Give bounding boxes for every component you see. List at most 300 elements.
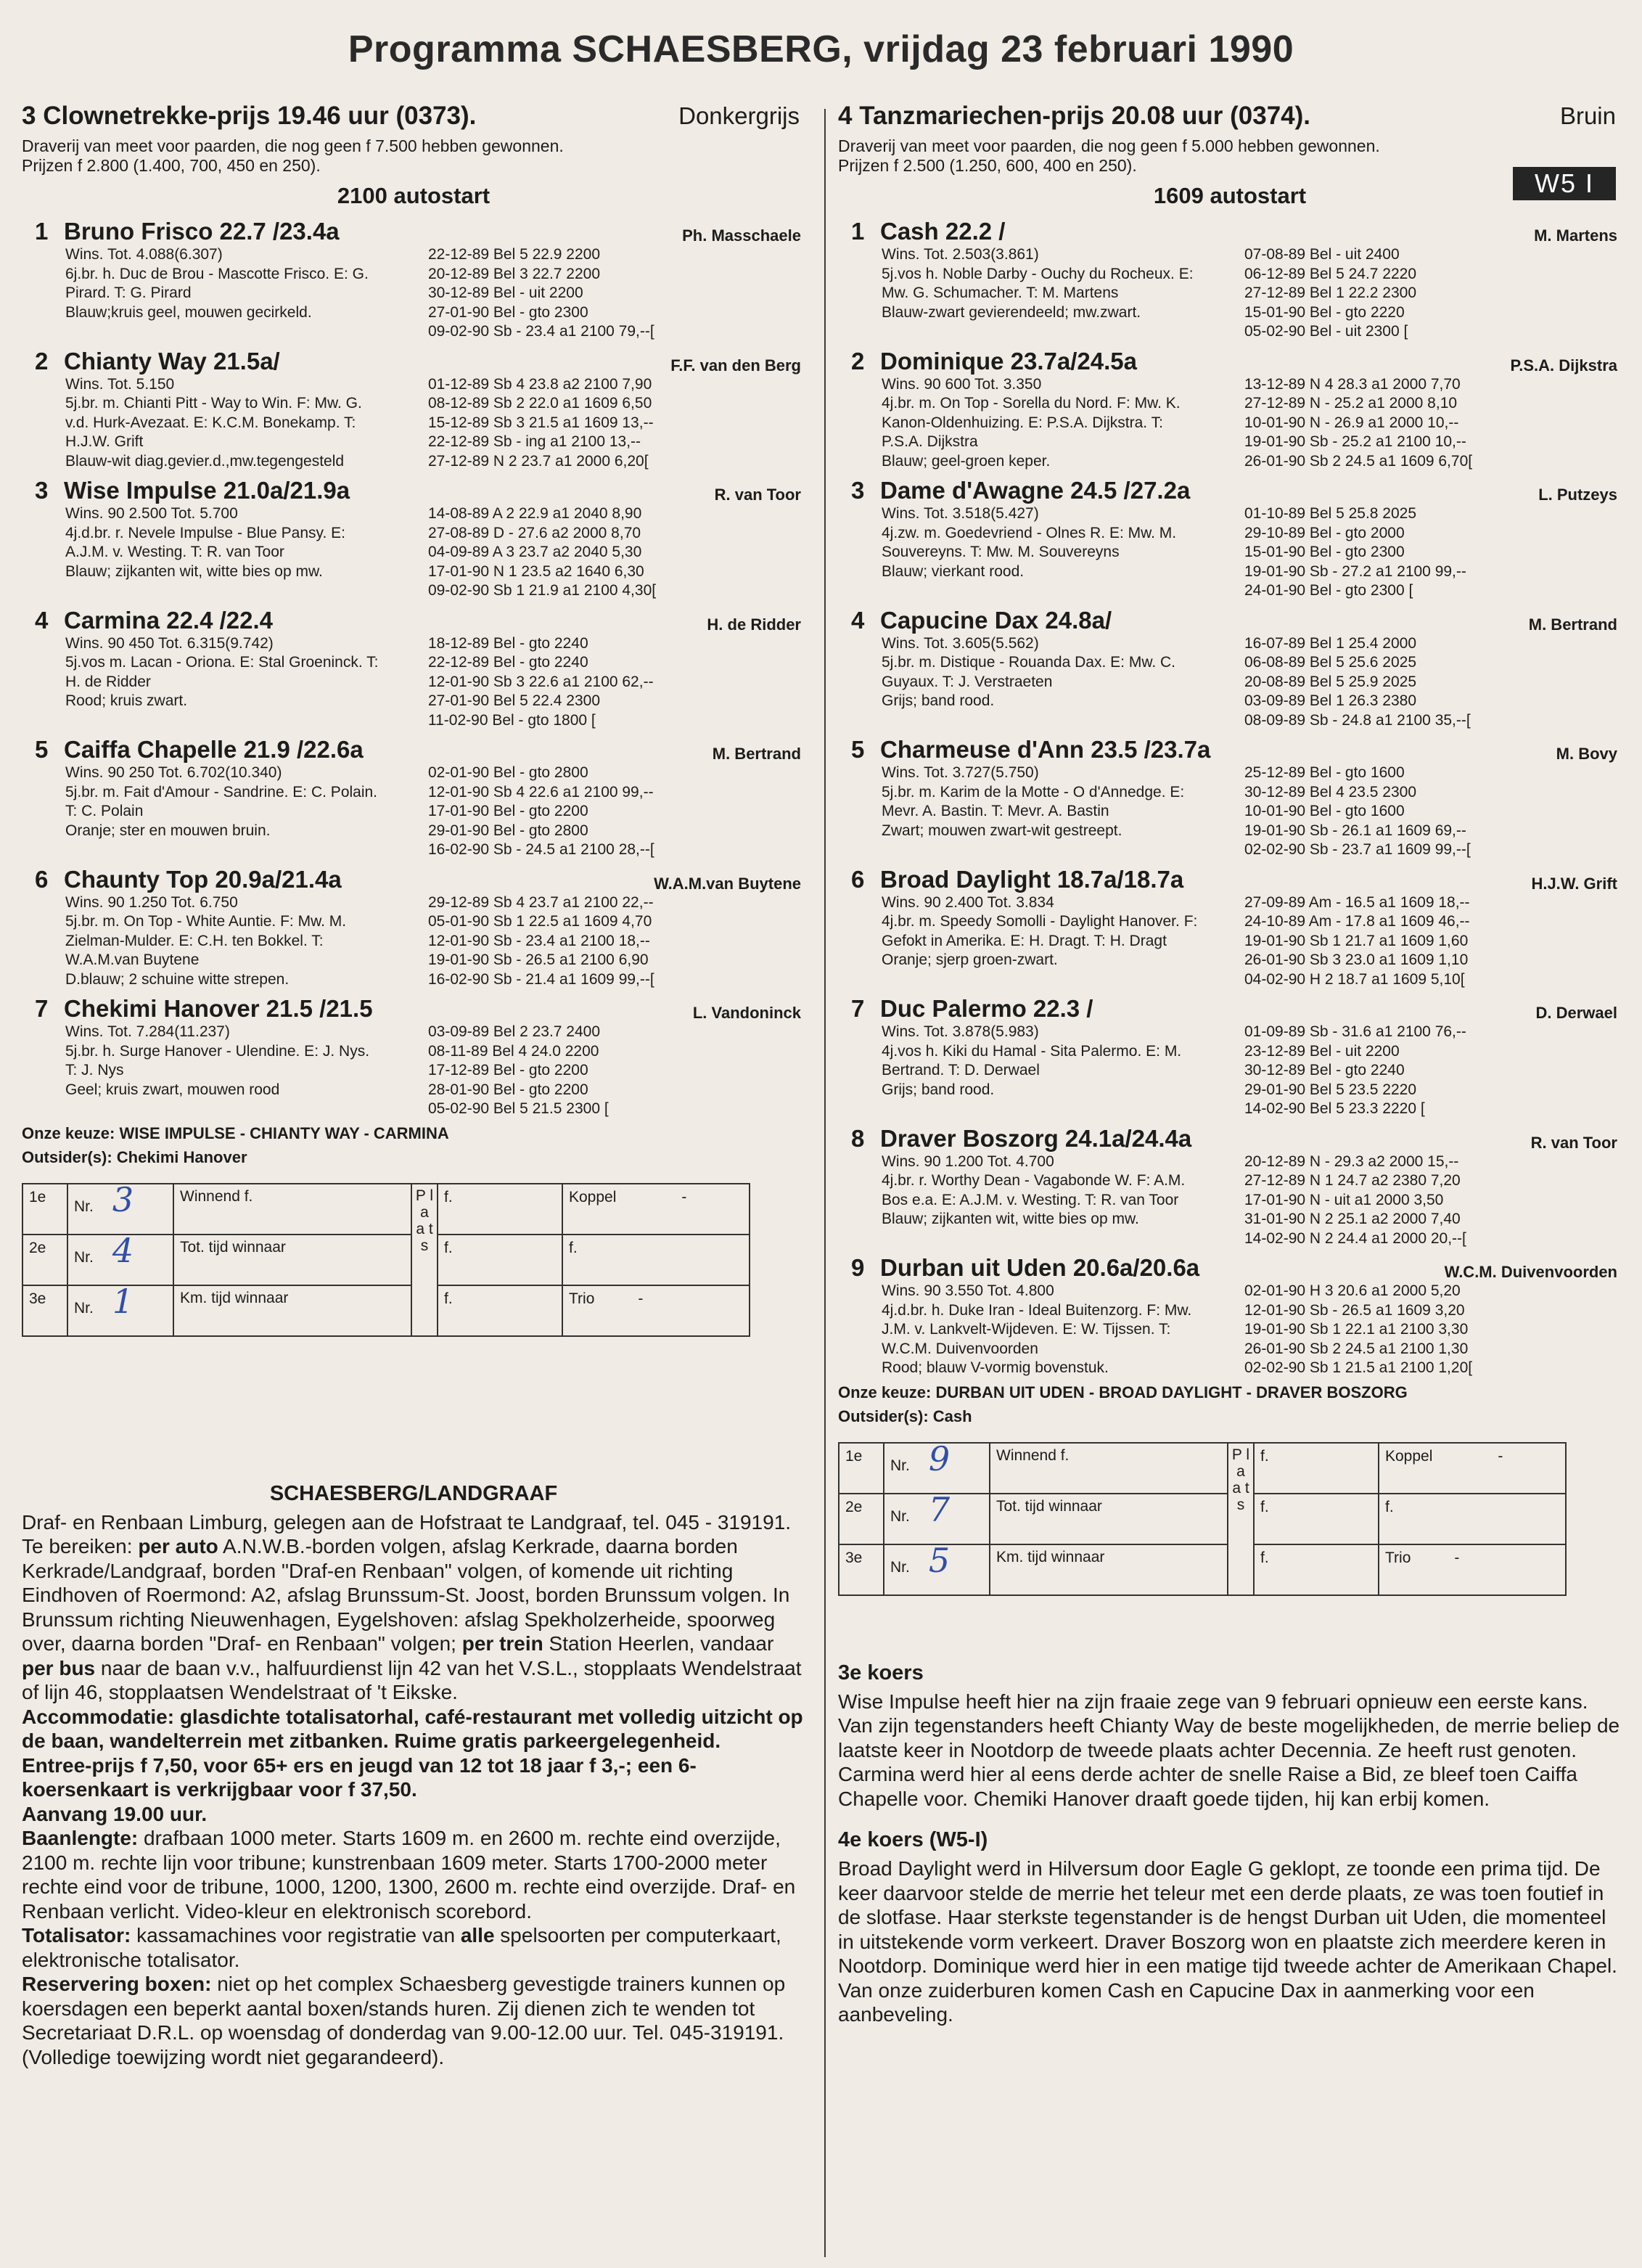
horse-starts [1244,893,1622,990]
horse-info-line: 4j.br. r. Worthy Dean - Vagabonde W. F: A.M. [882,1172,1186,1189]
horse-info [838,1023,1244,1119]
horse-starts [1244,1153,1622,1249]
horse-name [838,348,1244,375]
result-table [838,1438,1567,1596]
nr-label: Nr. [890,1457,910,1474]
horse-info-line: Wins. 90 2.500 Tot. 5.700 [65,505,238,522]
horse-name-text: Broad Daylight 18.7a/18.7a [880,865,1184,893]
horse-info-line: 5j.vos h. Noble Darby - Ouchy du Rocheux. E: [882,265,1194,282]
horse-starts [428,893,805,990]
horse-info-line: 4j.vos h. Kiki du Hamal - Sita Palermo. E: M. [882,1042,1182,1060]
horse-info-line: Blauw; zijkanten wit, witte bies op mw. [65,562,323,580]
koppel-value: f. [1379,1494,1566,1544]
comment-title: 4e koers (W5-I) [838,1828,988,1851]
trio-label: Trio [1385,1549,1411,1566]
start-record: 27-12-89 N - 25.2 a1 2000 8,10 [1244,395,1458,412]
horse-info-line: T: C. Polain [65,803,144,819]
horse-entry [22,866,805,990]
start-record: 01-10-89 Bel 5 25.8 2025 [1244,505,1417,522]
horse-starts [1244,375,1622,472]
horse-info-line: Wins. Tot. 4.088(6.307) [65,246,223,263]
horse-info [838,763,1244,860]
info-fragment: kassamachines voor registratie van [131,1924,461,1946]
result-rank: 2e [22,1235,67,1285]
horse-name-text: Charmeuse d'Ann 23.5 /23.7a [880,736,1211,763]
horse-entry [838,607,1622,731]
w5-badge: W5 I [1513,167,1616,200]
koppel-label: Koppel [569,1188,617,1205]
horse-info [838,245,1244,342]
koppel-cell [562,1184,750,1235]
horse-info [838,1282,1244,1378]
horse-name [838,1254,1244,1282]
info-fragment: spelsoorten per computerkaart, elektronische totalisator. [22,1924,781,1971]
start-record: 05-02-90 Bel - uit 2300 [ [1244,323,1408,340]
info-fragment: Baanlengte: [22,1827,139,1849]
start-record: 14-02-90 N 2 24.4 a1 2000 20,--[ [1244,1229,1466,1247]
result-number [67,1281,173,1336]
start-record: 20-08-89 Bel 5 25.9 2025 [1244,673,1417,690]
horse-name-text: Dame d'Awagne 24.5 /27.2a [880,477,1191,504]
handwritten-number: 1 [112,1281,134,1321]
start-record: 29-01-90 Bel 5 23.5 2220 [1244,1081,1417,1098]
horse-info-line: Pirard. T: G. Pirard [65,284,192,301]
horse-trainer: D. Derwael [1535,1004,1617,1022]
info-fragment: alle [460,1924,495,1946]
horse-entry [838,348,1622,472]
outsiders: Outsider(s): Chekimi Hanover [22,1147,247,1166]
result-number [884,1540,990,1595]
start-record: 19-01-90 Sb 1 22.1 a1 2100 3,30 [1244,1321,1469,1338]
horse-info-line: Wins. Tot. 5.150 [65,375,175,393]
start-record: 26-01-90 Sb 2 24.5 a1 1609 6,70[ [1244,452,1473,470]
plaats-value: f. [1254,1443,1379,1494]
start-record: 08-11-89 Bel 4 24.0 2200 [428,1042,599,1060]
horse-name [22,348,428,375]
info-fragment: naar de baan v.v., halfuurdienst lijn 42 van het V.S.L., stopplaats Wendelstraat of lijn 46, stopplaatsen Wendelstraat of 't Eikske. [22,1656,802,1703]
info-fragment: Totalisator: [22,1924,131,1946]
result-label: Winnend f. [990,1443,1228,1494]
result-label: Km. tijd winnaar [173,1285,411,1336]
result-row [839,1494,1566,1544]
start-record: 31-01-90 N 2 25.1 a2 2000 7,40 [1244,1211,1461,1227]
start-record: 22-12-89 Bel 5 22.9 2200 [428,246,601,263]
horse-info-line: 4j.d.br. r. Nevele Impulse - Blue Pansy. E: [65,524,345,541]
start-record: 10-01-90 N - 26.9 a1 2000 10,-- [1244,414,1459,431]
horse-number: 1 [35,218,49,245]
horse-starts [428,763,805,860]
horse-trainer: Ph. Masschaele [682,226,801,245]
horse-number: 6 [851,865,865,893]
horse-name-text: Durban uit Uden 20.6a/20.6a [880,1254,1200,1281]
handwritten-number: 5 [928,1540,951,1580]
start-record: 11-02-90 Bel - gto 1800 [ [428,711,596,729]
start-record: 24-10-89 Am - 17.8 a1 1609 46,-- [1244,913,1470,930]
horse-number: 6 [35,865,49,893]
horse-info [22,245,428,342]
info-fragment: Aanvang 19.00 uur. [22,1802,208,1825]
info-fragment: Accommodatie: glasdichte totalisatorhal, café-restaurant met volledig uitzicht op de baan, wandelterrein met zitbanken. Ruime gratis parkeergelegenheid. [22,1705,803,1752]
horse-info-line: 5j.br. m. Fait d'Amour - Sandrine. E: C. Polain. [65,783,378,801]
horse-info-line: Zwart; mouwen zwart-wit gestreept. [882,822,1122,839]
horse-info-line: Blauw-zwart gevierendeeld; mw.zwart. [882,303,1141,321]
horse-info-line: Wins. Tot. 3.878(5.983) [882,1023,1039,1040]
horse-info [838,375,1244,472]
result-number [67,1179,173,1235]
horse-info-line: 5j.br. m. Distique - Rouanda Dax. E: Mw. C. [882,654,1175,671]
horse-info-line: Zielman-Mulder. E: C.H. ten Bokkel. T: [65,932,324,949]
start-record: 27-08-89 D - 27.6 a2 2000 8,70 [428,524,641,541]
description-line: Prijzen f 2.800 (1.400, 700, 450 en 250). [22,156,321,175]
start-record: 09-02-90 Sb 1 21.9 a1 2100 4,30[ [428,582,657,599]
start-record: 27-12-89 N 2 23.7 a1 2000 6,20[ [428,452,649,470]
horse-entry [22,218,805,342]
horse-name-text: Carmina 22.4 /22.4 [64,606,274,634]
horse-trainer: H.J.W. Grift [1531,874,1617,893]
horse-info-line: Grijs; band rood. [882,1081,995,1098]
trio-dash: - [1454,1549,1460,1566]
horse-info-line: Wins. 90 1.250 Tot. 6.750 [65,893,238,911]
start-record: 13-12-89 N 4 28.3 a1 2000 7,70 [1244,375,1461,393]
start-record: 03-09-89 Bel 2 23.7 2400 [428,1023,601,1040]
horse-entry [838,1254,1622,1378]
koppel-cell [1379,1443,1566,1494]
start-record: 12-01-90 Sb - 26.5 a1 1609 3,20 [1244,1301,1465,1319]
start-record: 25-12-89 Bel - gto 1600 [1244,764,1405,781]
nr-label: Nr. [890,1507,910,1525]
horse-info-line: Rood; blauw V-vormig bovenstuk. [882,1359,1109,1376]
horse-info-line: 4j.br. m. On Top - Sorella du Nord. F: Mw. K. [882,395,1181,412]
start-record: 19-01-90 Sb 1 21.7 a1 1609 1,60 [1244,932,1469,949]
start-record: 29-01-90 Bel - gto 2800 [428,822,588,839]
start-record: 02-01-90 H 3 20.6 a1 2000 5,20 [1244,1282,1461,1299]
start-record: 06-12-89 Bel 5 24.7 2220 [1244,265,1417,282]
trio-label: Trio [569,1290,595,1307]
horse-name [838,1125,1244,1153]
plaats-value: f. [438,1184,562,1235]
start-record: 19-01-90 Sb - 25.2 a1 2100 10,-- [1244,433,1466,450]
description-line: Draverij van meet voor paarden, die nog geen f 7.500 hebben gewonnen. [22,136,564,155]
plaats-value: f. [1254,1544,1379,1595]
info-fragment: per bus [22,1656,96,1679]
horse-info-line: D.blauw; 2 schuine witte strepen. [65,970,290,988]
horse-info-line: Bos e.a. E: A.J.M. v. Westing. T: R. van Toor [882,1191,1179,1208]
comment-text: Wise Impulse heeft hier na zijn fraaie zege van 9 februari opnieuw een eerste kans. Van zijn tegenstanders heeft Chianty Way de beste mogelijkheden, de merrie beliep de laatste keer in Nootdorp de tweede plaats achter Decennia. Ze heeft rust genoten. Carmina werd hier al eens derde achter de snelle Raise a Bid, ze bleef toen Caiffa Chapelle voor. Chemiki Hanover draaft goede tijden, hij kan erbij komen. [838,1690,1620,1810]
start-record: 16-02-90 Sb - 21.4 a1 1609 99,--[ [428,970,654,988]
horse-info-line: W.A.M.van Buytene [65,951,200,968]
start-record: 27-12-89 Bel 1 22.2 2300 [1244,284,1417,301]
result-table [22,1179,750,1337]
start-record: 23-12-89 Bel - uit 2200 [1244,1042,1400,1060]
horse-info-line: Oranje; sjerp groen-zwart. [882,951,1058,968]
horse-info-line: H. de Ridder [65,673,151,690]
horse-info-line: A.J.M. v. Westing. T: R. van Toor [65,544,284,560]
result-row [839,1544,1566,1595]
horse-entry [838,218,1622,342]
start-record: 17-01-90 Bel - gto 2200 [428,803,588,819]
horse-number: 2 [851,347,865,374]
horse-info-line: 5j.br. m. Chianti Pitt - Way to Win. F: Mw. G. [65,395,362,412]
start-record: 17-12-89 Bel - gto 2200 [428,1062,588,1078]
start-record: 29-10-89 Bel - gto 2000 [1244,524,1405,541]
start-record: 01-09-89 Sb - 31.6 a1 2100 76,-- [1244,1023,1466,1040]
handwritten-number: 7 [928,1489,951,1529]
horse-name-text: Wise Impulse 21.0a/21.9a [64,477,350,504]
start-record: 12-01-90 Sb - 23.4 a1 2100 18,-- [428,932,650,949]
column-divider [824,109,826,2257]
horse-number: 4 [851,606,865,634]
horse-info-line: Gefokt in Amerika. E: H. Dragt. T: H. Dragt [882,932,1167,949]
start-record: 24-01-90 Bel - gto 2300 [ [1244,582,1413,599]
race-title: 4 Tanzmariechen-prijs 20.08 uur (0374). [838,102,1311,130]
horse-info-line: J.M. v. Lankvelt-Wijdeven. E: W. Tijssen. T: [882,1321,1171,1338]
distance-row [22,176,805,212]
info-title: SCHAESBERG/LANDGRAAF [269,1481,558,1505]
horse-entry [22,736,805,860]
horse-info-line: 5j.br. h. Surge Hanover - Ulendine. E: J. Nys. [65,1042,370,1060]
horse-number: 7 [35,995,49,1022]
horse-entry [838,1125,1622,1249]
horse-info-line: Wins. 90 250 Tot. 6.702(10.340) [65,764,282,781]
race-distance: 1609 autostart [1153,183,1307,208]
start-record: 17-01-90 N - uit a1 2000 3,50 [1244,1191,1444,1208]
start-record: 17-01-90 N 1 23.5 a2 1640 6,30 [428,562,644,580]
horse-entry [22,348,805,472]
horse-starts [428,375,805,472]
horse-info-line: Souvereyns. T: Mw. M. Souvereyns [882,544,1120,560]
result-label: Tot. tijd winnaar [173,1235,411,1285]
horse-info-line: P.S.A. Dijkstra [882,433,978,450]
horse-name-text: Capucine Dax 24.8a/ [880,606,1112,634]
horse-starts [428,634,805,731]
result-label: Winnend f. [173,1184,411,1235]
horse-starts [428,245,805,342]
horse-info-line: 5j.br. m. Karim de la Motte - O d'Annedge. E: [882,783,1185,801]
horse-number: 9 [851,1254,865,1281]
koppel-label: Koppel [1385,1447,1433,1465]
horse-name [22,995,428,1023]
horse-info-line: Guyaux. T: J. Verstraeten [882,673,1053,690]
horse-info [22,634,428,731]
horse-entry [22,477,805,601]
result-row [22,1285,750,1336]
start-record: 12-01-90 Sb 3 22.6 a1 2100 62,-- [428,673,654,690]
horse-starts [1244,634,1622,731]
horse-info-line: 6j.br. h. Duc de Brou - Mascotte Frisco. E: G. [65,265,369,282]
horse-name [838,218,1244,245]
plaats-value: f. [1254,1494,1379,1544]
horse-trainer: F.F. van den Berg [670,356,801,374]
horse-info-line: Wins. Tot. 3.518(5.427) [882,505,1039,522]
horse-info-line: T: J. Nys [65,1062,124,1078]
race-header [838,102,1622,131]
start-record: 02-02-90 Sb 1 21.5 a1 2100 1,20[ [1244,1359,1473,1376]
start-record: 22-12-89 Sb - ing a1 2100 13,-- [428,433,641,450]
horse-entry [838,995,1622,1119]
outsiders: Outsider(s): Cash [838,1407,972,1425]
start-record: 15-12-89 Sb 3 21.5 a1 1609 13,-- [428,414,654,431]
horse-trainer: W.A.M.van Buytene [654,874,801,893]
start-record: 05-01-90 Sb 1 22.5 a1 1609 4,70 [428,913,652,930]
nr-label: Nr. [74,1248,94,1266]
horse-info-line: Mw. G. Schumacher. T: M. Martens [882,284,1119,301]
result-rank: 3e [22,1285,67,1336]
horse-name [838,995,1244,1023]
start-record: 16-07-89 Bel 1 25.4 2000 [1244,634,1417,652]
horse-name-text: Duc Palermo 22.3 / [880,995,1093,1022]
horse-info-line: Blauw; vierkant rood. [882,562,1025,580]
horse-info-line: Bertrand. T: D. Derwael [882,1062,1040,1078]
horse-info-line: 4j.d.br. h. Duke Iran - Ideal Buitenzorg. F: Mw. [882,1301,1192,1319]
horse-info-line: Blauw; zijkanten wit, witte bies op mw. [882,1211,1139,1227]
result-row [22,1235,750,1285]
plaats-label: P l a a t s [1228,1443,1254,1595]
trio-dash: - [638,1290,644,1307]
horse-info [22,763,428,860]
horse-name-text: Bruno Frisco 22.7 /23.4a [64,218,340,245]
horse-name-text: Chaunty Top 20.9a/21.4a [64,865,342,893]
horse-name [838,607,1244,634]
result-number [884,1438,990,1494]
nr-label: Nr. [74,1299,94,1317]
horse-number: 7 [851,995,865,1022]
horse-name-text: Caiffa Chapelle 21.9 /22.6a [64,736,364,763]
start-record: 28-01-90 Bel - gto 2200 [428,1081,588,1098]
horse-info-line: Geel; kruis zwart, mouwen rood [65,1081,280,1098]
horse-info-line: Wins. Tot. 7.284(11.237) [65,1023,230,1040]
description-line: Draverij van meet voor paarden, die nog geen f 5.000 hebben gewonnen. [838,136,1380,155]
horse-trainer: W.C.M. Duivenvoorden [1444,1263,1617,1281]
horse-number: 4 [35,606,49,634]
horse-info-line: Blauw; geel-groen keper. [882,452,1051,470]
result-number [884,1489,990,1544]
start-record: 19-01-90 Sb - 26.1 a1 1609 69,-- [1244,822,1466,839]
start-record: 09-02-90 Sb - 23.4 a1 2100 79,--[ [428,323,654,340]
plaats-value: f. [438,1235,562,1285]
horse-starts [1244,504,1622,601]
race-color: Bruin [1559,102,1616,129]
info-fragment: per trein [461,1632,543,1655]
horse-trainer: L. Putzeys [1538,486,1617,504]
horse-entry [22,995,805,1119]
koppel-dash: - [1498,1447,1503,1465]
start-record: 08-09-89 Sb - 24.8 a1 2100 35,--[ [1244,711,1471,729]
horse-info-line: W.C.M. Duivenvoorden [882,1340,1038,1357]
start-record: 30-12-89 Bel - gto 2240 [1244,1062,1405,1078]
start-record: 14-02-90 Bel 5 23.3 2220 [ [1244,1100,1425,1117]
venue-info [22,1510,805,2070]
horse-info-line: Wins. Tot. 3.605(5.562) [882,634,1039,652]
info-fragment: drafbaan 1000 meter. Starts 1609 m. en 2600 m. rechte eind overzijde, 2100 m. rechte lijn voor tribune; kunstrenbaan 1609 meter. Starts 1700-2000 meter rechte eind voor de tribune, 1000, 1200, 1300, 2600 m. rechte eind overzijde. Draf- en Renbaan verlicht. Video-kleur en elektronisch scorebord. [22,1827,796,1923]
start-record: 14-08-89 A 2 22.9 a1 2040 8,90 [428,505,642,522]
start-record: 29-12-89 Sb 4 23.7 a1 2100 22,-- [428,893,654,911]
horse-info-line: H.J.W. Grift [65,433,144,450]
horse-starts [1244,1023,1622,1119]
horse-trainer: M. Bertrand [1528,615,1617,634]
handwritten-number: 3 [112,1179,134,1219]
horse-info-line: Wins. 90 1.200 Tot. 4.700 [882,1153,1054,1170]
race-comment [838,1828,1622,2027]
horse-entry [22,607,805,731]
info-fragment: Draf- en Renbaan Limburg, gelegen aan de Hofstraat te Landgraaf, tel. 045 - 319191. Te bereiken: [22,1510,792,1557]
horse-name-text: Chianty Way 21.5a/ [64,347,280,374]
start-record: 20-12-89 Bel 3 22.7 2200 [428,265,601,282]
race-3-column [22,102,805,2069]
result-number [67,1230,173,1285]
horse-info [22,1023,428,1119]
result-rank: 3e [839,1544,884,1595]
horse-info-line: Blauw;kruis geel, mouwen gecirkeld. [65,303,312,321]
horse-trainer: M. Bertrand [712,745,801,763]
horse-info-line: Wins. 90 2.400 Tot. 3.834 [882,893,1054,911]
result-rank: 2e [839,1494,884,1544]
horse-name-text: Cash 22.2 / [880,218,1006,245]
race-color: Donkergrijs [678,102,800,129]
horse-name [22,218,428,245]
handwritten-number: 9 [928,1438,951,1478]
horse-number: 5 [851,736,865,763]
start-record: 12-01-90 Sb 4 22.6 a1 2100 99,-- [428,783,654,801]
info-fragment: per auto [138,1535,218,1557]
horse-info-line: Grijs; band rood. [882,692,995,709]
horse-starts [428,1023,805,1119]
horse-info [838,634,1244,731]
race-description [22,136,805,176]
info-fragment: A.N.W.B.-borden volgen, afslag Kerkrade, daarna borden Kerkrade/Landgraaf, borden "Draf-en Renbaan" volgen, of komende uit richting Eindhoven of Roermond: A2, afslag Brunssum-St. Joost, borden Brunssum volgen. In Brunssum richting Nieuwenhagen, Eygelshoven: afslag Spekholzerheide, spoorweg over, daarna borden "Draf- en Renbaan" volgen; [22,1535,790,1655]
horse-trainer: P.S.A. Dijkstra [1510,356,1617,374]
nr-label: Nr. [74,1198,94,1215]
start-record: 26-01-90 Sb 3 23.0 a1 1609 1,10 [1244,951,1469,968]
horse-starts [428,504,805,601]
horse-number: 1 [851,218,865,245]
race-header [22,102,805,131]
horse-info-line: Wins. 90 450 Tot. 6.315(9.742) [65,634,274,652]
horse-info-line: Rood; kruis zwart. [65,692,188,709]
horse-number: 2 [35,347,49,374]
our-choice: Onze keuze: WISE IMPULSE - CHIANTY WAY - CARMINA [22,1123,449,1142]
horse-trainer: M. Bovy [1556,745,1617,763]
horse-trainer: L. Vandoninck [692,1004,801,1022]
start-record: 15-01-90 Bel - gto 2300 [1244,544,1405,560]
horse-number: 5 [35,736,49,763]
horse-info-line: Blauw-wit diag.gevier.d.,mw.tegengesteld [65,452,345,470]
horse-info-line: Wins. Tot. 3.727(5.750) [882,764,1039,781]
horse-number: 3 [851,477,865,504]
our-choice: Onze keuze: DURBAN UIT UDEN - BROAD DAYLIGHT - DRAVER BOSZORG [838,1383,1408,1401]
horse-name [22,866,428,893]
info-fragment: Reservering boxen: [22,1973,212,1995]
horse-info [838,893,1244,990]
start-record: 30-12-89 Bel 4 23.5 2300 [1244,783,1417,801]
koppel-dash: - [681,1188,687,1205]
start-record: 27-01-90 Bel 5 22.4 2300 [428,692,601,709]
horse-info [838,504,1244,601]
start-record: 01-12-89 Sb 4 23.8 a2 2100 7,90 [428,375,652,393]
result-row [22,1184,750,1235]
horse-name [838,866,1244,893]
result-row [839,1443,1566,1494]
horse-info-line: Mevr. A. Bastin. T: Mevr. A. Bastin [882,803,1109,819]
horse-name-text: Chekimi Hanover 21.5 /21.5 [64,995,373,1022]
start-record: 20-12-89 N - 29.3 a2 2000 15,-- [1244,1153,1459,1170]
horse-name [838,477,1244,504]
horse-info-line: v.d. Hurk-Avezaat. E: K.C.M. Bonekamp. T: [65,414,356,431]
start-record: 04-02-90 H 2 18.7 a1 1609 5,10[ [1244,970,1465,988]
horse-info-line: Kanon-Oldenhuizing. E: P.S.A. Dijkstra. T: [882,414,1163,431]
start-record: 15-01-90 Bel - gto 2220 [1244,303,1405,321]
horse-trainer: R. van Toor [1530,1133,1617,1152]
horse-number: 8 [851,1124,865,1152]
